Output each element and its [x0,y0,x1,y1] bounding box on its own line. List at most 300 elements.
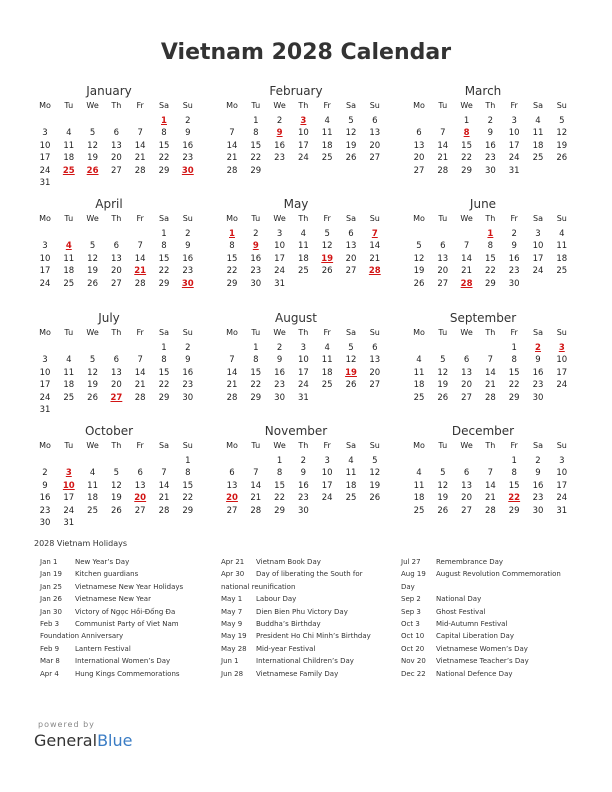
day-cell: 2 [185,343,191,353]
day-cell: 3 [559,456,565,466]
day-cell: 26 [437,505,449,516]
holiday-day-cell: 30 [181,278,194,289]
weekday-header: Fr [136,441,144,450]
day-cell: 7 [487,355,494,366]
holiday-date: Mar 8 [40,657,60,666]
weekday-header: Th [111,101,122,110]
weekday-header: Fr [510,328,518,337]
day-cell: 6 [229,468,235,479]
day-cell: 17 [297,140,309,151]
day-cell: 18 [87,493,98,504]
day-cell: 23 [182,380,194,391]
month-name: December [451,424,515,438]
weekday-header: We [460,441,473,450]
weekday-header: Tu [438,214,448,223]
day-cell: 3 [300,343,307,353]
day-cell: 15 [158,367,170,378]
day-cell: 17 [39,266,51,277]
holiday-name: Ghost Festival [436,607,486,616]
weekday-header: Fr [510,441,518,450]
day-cell: 16 [508,253,520,264]
weekday-header: We [86,441,99,450]
day-cell: 21 [461,266,472,277]
day-cell: 9 [276,355,283,366]
day-cell: 6 [113,241,120,252]
day-cell: 28 [226,392,238,403]
day-cell: 9 [185,128,191,139]
day-cell: 17 [508,140,520,151]
holiday-date: May 9 [221,620,243,629]
weekday-header: Tu [438,328,448,337]
day-cell: 30 [250,278,262,289]
day-cell: 5 [348,343,354,353]
day-cell: 17 [297,367,309,378]
day-cell: 22 [274,493,285,504]
holidays-title: 2028 Vietnam Holidays [34,539,128,548]
day-cell: 23 [182,266,194,277]
day-cell: 9 [42,480,48,491]
day-cell: 13 [134,480,146,491]
day-cell: 31 [39,178,51,188]
holiday-date: Oct 10 [401,632,425,641]
day-cell: 1 [511,343,517,353]
day-cell: 11 [532,128,544,139]
day-cell: 19 [437,493,449,504]
holidays-column-2 [221,556,381,680]
day-cell: 24 [39,278,51,289]
day-cell: 18 [413,380,425,391]
weekday-header: Fr [510,214,518,223]
day-cell: 14 [226,367,238,378]
day-cell: 4 [535,116,541,126]
day-cell: 27 [134,505,146,516]
day-cell: 18 [297,253,309,264]
day-cell: 25 [63,392,75,403]
day-cell: 20 [369,367,381,378]
weekday-header: Mo [39,101,51,110]
day-cell: 24 [63,505,75,516]
holiday-date: Sep 2 [401,595,421,604]
day-cell: 18 [63,153,75,164]
day-cell: 6 [372,116,378,126]
day-cell: 24 [274,266,285,277]
weekday-header: Su [369,101,380,110]
day-cell: 23 [250,266,262,277]
day-cell: 26 [556,153,568,164]
day-cell: 30 [182,392,194,403]
holiday-day-cell: 20 [226,493,238,504]
holiday-name: Communist Party of Viet Nam Foundation Anniversary [40,620,179,641]
holiday-day-cell: 19 [345,367,357,378]
day-cell: 14 [461,253,472,264]
day-cell: 23 [297,493,309,504]
weekday-header: Th [111,328,122,337]
weekday-header: We [86,214,99,223]
holiday-item [40,556,200,568]
day-cell: 7 [161,468,167,479]
day-cell: 5 [372,456,378,466]
day-cell: 24 [508,153,520,164]
day-cell: 20 [345,253,357,264]
weekday-header: Su [369,328,380,337]
weekday-header: Tu [438,101,448,110]
holiday-item [221,556,381,568]
day-cell: 18 [63,380,75,391]
day-cell: 28 [134,392,146,403]
day-cell: 3 [42,241,48,252]
day-cell: 10 [556,468,568,479]
day-cell: 1 [276,456,283,466]
day-cell: 9 [185,241,191,252]
day-cell: 10 [508,128,520,139]
day-cell: 7 [463,241,470,252]
holiday-name: Day of liberating the South for national reunification [221,570,363,591]
holiday-date: May 1 [221,595,243,604]
day-cell: 25 [297,266,309,277]
day-cell: 16 [39,493,51,504]
weekday-header: Mo [226,441,238,450]
holiday-item [401,618,561,630]
day-cell: 22 [158,153,170,164]
holiday-day-cell: 25 [62,165,75,176]
month-name: May [283,197,309,211]
day-cell: 5 [324,229,330,239]
day-cell: 2 [276,116,283,126]
day-cell: 12 [437,367,449,378]
day-cell: 14 [226,140,238,151]
holiday-item [40,568,200,580]
day-cell: 27 [110,165,122,176]
day-cell: 16 [532,480,544,491]
weekday-header: Mo [226,101,238,110]
holiday-item [401,655,561,667]
day-cell: 4 [416,355,422,366]
brand-logo[interactable] [34,731,132,750]
weekday-header: Tu [251,101,261,110]
holiday-day-cell: 1 [229,229,235,239]
holiday-day-cell: 19 [321,253,334,264]
day-cell: 12 [87,140,98,151]
day-cell: 27 [369,380,381,391]
holiday-name: Mid-Autumn Festival [436,620,508,629]
day-cell: 30 [297,505,309,516]
page-title: Vietnam 2028 Calendar [160,40,452,65]
holiday-date: Jul 27 [401,558,421,566]
day-cell: 10 [39,367,51,378]
day-cell: 11 [297,241,309,252]
holiday-item [40,655,200,667]
day-cell: 8 [229,241,235,252]
day-cell: 12 [345,355,357,366]
day-cell: 29 [182,505,194,516]
day-cell: 21 [134,380,146,391]
day-cell: 25 [321,380,333,391]
day-cell: 9 [535,355,541,366]
weekday-header: We [460,101,473,110]
day-cell: 21 [226,380,238,391]
day-cell: 16 [274,367,285,378]
day-cell: 11 [63,140,75,151]
weekday-header: Mo [413,214,425,223]
day-cell: 24 [297,153,309,164]
day-cell: 15 [484,253,496,264]
weekday-header: Sa [346,101,356,110]
day-cell: 20 [461,380,472,391]
brand-text-general: General [34,731,98,750]
day-cell: 13 [461,367,472,378]
holiday-item [40,581,200,593]
day-cell: 19 [437,380,449,391]
day-cell: 14 [158,480,170,491]
day-cell: 10 [297,128,309,139]
day-cell: 3 [276,229,283,239]
day-cell: 13 [226,480,238,491]
holiday-date: Aug 19 [401,570,426,579]
day-cell: 10 [556,355,568,366]
day-cell: 30 [532,505,544,516]
day-cell: 10 [274,241,285,252]
day-cell: 15 [508,480,520,491]
holiday-name: Vietnamese Women’s Day [436,644,528,653]
month-name: March [464,84,502,98]
holiday-item [40,606,200,618]
holiday-day-cell: 21 [134,266,147,277]
day-cell: 11 [321,128,333,139]
holiday-date: Oct 20 [401,644,425,653]
day-cell: 25 [556,266,568,277]
holiday-date: Feb 9 [40,644,60,653]
day-cell: 6 [440,241,446,252]
weekday-header: We [273,101,286,110]
day-cell: 14 [250,480,262,491]
day-cell: 26 [110,505,122,516]
holiday-item [221,593,381,605]
day-cell: 7 [229,128,235,139]
month-name: September [449,311,517,325]
holiday-day-cell: 3 [558,343,565,353]
day-cell: 12 [369,468,381,479]
weekday-header: We [273,214,286,223]
day-cell: 3 [324,456,330,466]
day-cell: 8 [185,468,191,479]
day-cell: 25 [321,153,333,164]
day-cell: 27 [226,505,238,516]
day-cell: 21 [134,153,146,164]
month-name: April [95,197,123,211]
weekday-header: Tu [251,214,261,223]
day-cell: 2 [487,116,494,126]
weekday-header: We [273,441,286,450]
day-cell: 11 [63,253,75,264]
day-cell: 3 [535,229,541,239]
weekday-header: We [273,328,286,337]
day-cell: 6 [372,343,378,353]
day-cell: 28 [484,392,496,403]
day-cell: 28 [226,165,238,176]
day-cell: 29 [250,165,262,176]
day-cell: 14 [437,140,449,151]
holiday-day-cell: 22 [508,493,521,504]
day-cell: 13 [437,253,449,264]
day-cell: 8 [511,468,517,479]
weekday-header: Tu [438,441,448,450]
holiday-name: Kitchen guardians [75,570,139,579]
day-cell: 16 [274,140,285,151]
day-cell: 9 [185,355,191,366]
weekday-header: Mo [226,214,238,223]
day-cell: 12 [413,253,425,264]
day-cell: 17 [321,480,333,491]
day-cell: 22 [250,380,262,391]
day-cell: 24 [321,493,333,504]
holiday-item [40,618,200,643]
day-cell: 27 [461,505,472,516]
weekday-header: Mo [39,328,51,337]
holiday-date: Jun 1 [221,657,239,666]
day-cell: 19 [345,140,357,151]
day-cell: 26 [413,278,425,289]
day-cell: 28 [134,165,146,176]
weekday-header: Su [556,441,567,450]
day-cell: 20 [110,380,122,391]
holiday-item [401,630,561,642]
day-cell: 2 [276,343,283,353]
weekday-header: Su [556,328,567,337]
day-cell: 16 [250,253,262,264]
holiday-name: Vietnamese New Year [75,595,151,604]
day-cell: 19 [87,380,98,391]
day-cell: 7 [487,468,494,479]
day-cell: 29 [158,165,170,176]
day-cell: 12 [556,128,568,139]
weekday-header: Th [485,328,496,337]
holiday-day-cell: 3 [300,116,307,126]
holiday-item [221,668,381,680]
day-cell: 27 [369,153,381,164]
day-cell: 26 [321,266,333,277]
day-cell: 18 [63,266,75,277]
holidays-column-1 [40,556,200,680]
weekday-header: Th [485,101,496,110]
powered-by-label: powered by [38,720,95,729]
day-cell: 2 [185,116,191,126]
day-cell: 13 [110,253,122,264]
day-cell: 17 [532,253,544,264]
day-cell: 24 [556,493,568,504]
day-cell: 4 [324,343,330,353]
day-cell: 22 [508,380,520,391]
weekday-header: Mo [226,328,238,337]
weekday-header: Th [111,441,122,450]
day-cell: 19 [413,266,425,277]
day-cell: 29 [484,278,496,289]
day-cell: 29 [250,392,262,403]
weekday-header: Su [556,101,567,110]
day-cell: 14 [134,253,146,264]
day-cell: 27 [110,278,122,289]
day-cell: 23 [182,153,194,164]
day-cell: 2 [300,456,307,466]
day-cell: 20 [461,493,472,504]
day-cell: 31 [508,165,520,176]
day-cell: 1 [161,229,167,239]
day-cell: 16 [484,140,496,151]
day-cell: 6 [113,128,120,139]
day-cell: 14 [369,241,381,252]
day-cell: 8 [253,355,259,366]
day-cell: 1 [463,116,470,126]
month-name: January [86,84,132,98]
day-cell: 11 [87,480,98,491]
weekday-header: Mo [39,214,51,223]
day-cell: 29 [226,278,238,289]
day-cell: 6 [113,355,120,366]
month-name: July [98,311,120,325]
day-cell: 7 [253,468,259,479]
holiday-date: Apr 30 [221,570,245,579]
day-cell: 20 [413,153,425,164]
day-cell: 28 [250,505,262,516]
day-cell: 24 [39,392,51,403]
day-cell: 30 [508,278,520,289]
day-cell: 31 [39,405,51,415]
day-cell: 4 [416,468,422,479]
holidays-column-3 [401,556,561,680]
holiday-date: Jun 28 [221,669,244,678]
day-cell: 24 [297,380,309,391]
day-cell: 21 [250,493,262,504]
day-cell: 7 [137,241,143,252]
day-cell: 21 [484,493,496,504]
weekday-header: Fr [323,441,331,450]
day-cell: 27 [345,266,357,277]
holiday-name: Vietnamese Teacher’s Day [436,657,529,666]
day-cell: 12 [345,128,357,139]
day-cell: 4 [324,116,330,126]
day-cell: 10 [321,468,333,479]
holiday-item [401,643,561,655]
holiday-name: Vietnam Book Day [256,558,321,566]
day-cell: 5 [89,241,96,252]
weekday-header: Su [182,328,193,337]
day-cell: 25 [413,392,425,403]
day-cell: 15 [508,367,520,378]
holiday-name: August Revolution Commemoration Day [401,570,561,591]
day-cell: 28 [484,505,496,516]
holiday-item [221,655,381,667]
holiday-date: Dec 22 [401,669,426,678]
day-cell: 27 [461,392,472,403]
weekday-header: Fr [323,328,331,337]
holiday-item [40,593,200,605]
holiday-day-cell: 28 [460,278,473,289]
holiday-date: Oct 3 [401,620,420,629]
holiday-name: Hung Kings Commemorations [75,669,180,678]
holiday-day-cell: 26 [86,165,99,176]
holiday-day-cell: 28 [368,266,381,277]
weekday-header: Sa [533,328,543,337]
holiday-day-cell: 1 [161,116,167,126]
day-cell: 15 [182,480,194,491]
weekday-header: We [460,214,473,223]
day-cell: 19 [87,266,98,277]
holiday-name: National Day [436,595,482,604]
month-name: November [264,424,328,438]
day-cell: 14 [134,367,146,378]
day-cell: 16 [297,480,309,491]
holiday-day-cell: 3 [65,468,72,479]
day-cell: 11 [345,468,357,479]
